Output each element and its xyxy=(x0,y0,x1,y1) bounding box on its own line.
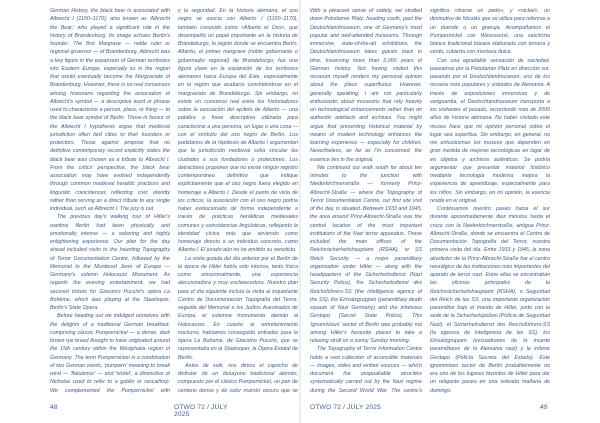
paragraph: Before heading out we indulged ourselves with the delights of a traditional German breakfast, comprising classic Pumpernickel — a dense, dark brown rye bread thought to have originated around the 15th century within the Westphalia region of Germany. The term Pumpernickel is a combination of two German words, 'pumpern' meaning to break wind — 'flatulence' — and 'nickel', a diminutive of Nicholas used to refer to a goblin or rascal/imp. We complemented the Pumpernickel with xyxy=(50,313,170,393)
paragraph: Con una agradable sensación de saciedad, paseamos por la Potsdamer Platz en dirección sur, pasando por el Deutschlandmuseum, uno de los museos más populares y visitados de Alemania. A través de exposiciones inmersivas y de vanguardia, el Deutschlandmuseum transporta a los visitantes al pasado, recorriendo más de 2000 años de historia alemana. No haber visitado este museo hace que mi opinión personal sobre el lugar sea superflua. Sin embargo, en general, no me entusiasman los museos que dependen en gran medida de mejoras tecnológicas en lugar de en objetos y archivos auténticos. Se podría argumentar que presentar material histórico mediante tecnología moderna mejora la experiencia de aprendizaje, especialmente para los niños. Sin embargo, en mi opinión, la esencia reside en el original. xyxy=(430,57,550,204)
paragraph: La visita guiada del día anterior por el Berlín de la época de Hitler había sido intensa, tanto física como emocionalmente, una experiencia aleccionadora y muy esclarecedora. Nuestro plan para el día siguiente incluía la visita al inquietante Centro de Documentación Topografía del Terror, seguida del Memorial a los Judíos Asesinados de Europa, el solemne monumento alemán al Holocausto. En cuanto al entretenimiento nocturno, habíamos conseguido entradas para la ópera La Bohème, de Giacomo Puccini, que se representaba en la Staatsoper, la Ópera Estatal de Berlín. xyxy=(178,255,298,361)
paragraph: German History, the black bear is associated with Albrecht I (1100–1170), also known as 'Albrecht the Bear,' who played a significant role in the history of Brandenburg. Its image echoes Berlin's founder. The first Margrave — noble ruler or regional governor — of Brandenburg, Albrecht was a key figure in the expansion of German territories into Eastern Europe, especially so in the region that would eventually become the Margraviate of Brandenburg. However, there is no real consensus among historians regarding the association of Albrecht's symbol — a descriptive word or phrase used to characterize a person, place, or thing — to the black bear symbol of Berlin. Those in favour of the Albrecht I hypothesis argue that medieval jurisdiction often tied cities to their founders or protectors. Those against propose that no definitive contemporary record explicitly states the black bear was chosen as a tribute to Albrecht I. From the critics' perspective, the black bear association may have evolved independently through common medieval heraldic practices and linguistic coincidences reflecting civic identity rather than serving as a direct tribute to any single individual, such as Albrecht I. The jury is out. xyxy=(50,8,170,212)
left-english-column xyxy=(50,7,170,393)
page-number: 48 xyxy=(50,404,58,411)
right-english-column xyxy=(310,7,422,393)
paragraph: The Topography of Terror Information Centre holds a vast collection of accessible materials — images, video and written sources — which document the unspeakable atrocities systematically carried out by the Nazi regime during the Second World War. The centre's xyxy=(310,346,422,393)
paragraph: The previous day's walking tour of Hitler's wartime Berlin had been physically and emotionally intense — a sobering and highly enlightening experience. Our plan for the day ahead included visits to the haunting Topography of Terror Documentation Centre, followed by the Memorial to the Murdered Jews of Europe — Germany's solemn Holocaust Monument. As regards the evening entertainment, we had secured tickets for Giacomo Puccini's opera La Bohème, which was playing at the Staatsoper, Berlin's State Opera. xyxy=(50,214,170,311)
magazine-issue: OTWO 72 / JULY 2025 xyxy=(310,404,381,411)
right-spanish-column xyxy=(430,7,550,393)
paragraph: Continuamos nuestro paseo hacia el sur durante aproximadamente diez minutos hasta el cruce con la Niederkirchnerstraße, antigua Prinz-Albrecht-Straße, donde se encuentra el Centro de Documentación Topografía del Terror, nuestra primera visita del día. Entre 1933 y 1945, la zona alrededor de la Prinz-Albrecht-Straße fue el centro neurálgico de las instituciones más importantes del aparato de terror nazi. Entre ellas se encontraban las oficinas principales de la Reichssicherheitshauptamt (RSHA), o Seguridad del Reich de las SS, una importante organización paramilitar bajo el mando de Hitler, junto con la sede de la Sicherheitspolizei (Policía de Seguridad Nazi), el Sicherheitsdienst des Reichsführers-SS (la agencia de inteligencia de las SS), los Einsatzgruppen (escuadrones de la muerte paramilitares de la Alemania nazi) y la infame Gestapo (Policía Secreta del Estado). Este ignominioso sector de Berlín probablemente no era uno de los lugares favoritos de Hitler para dar un relajante paseo en una soleada mañana de domingo. xyxy=(430,206,550,393)
paragraph: With a pleasant sense of satiety, we strolled down Potsdamer Platz, heading south, past the Deutschlandmuseum, one of Germany's most popular and well-attended museums. Through immersive, state-of-the-art exhibitions, the Deutschlandmuseum takes guests back in time, traversing more than 2,000 years of German history. Not having visited this museum myself renders my personal opinion about the place superfluous. However, generally speaking, I am not particularly enthusiastic about museums that rely heavily on technological enhancements rather than on authentic artefacts and archives. You might argue that presenting historical material by means of modern technology enhances the learning experience — especially for children. Nevertheless, as far as I'm concerned, the essence lies in the original. xyxy=(310,8,422,163)
magazine-issue: OTWO 72 / JULY 2025 xyxy=(174,404,228,418)
left-spanish-column xyxy=(178,7,298,393)
paragraph: y la seguridad. En la historia alemana, el oso negro se asocia con Alberto I (1100–1170), también conocido como «Alberto el Oso», que desempeñó un papel importante en la historia de Brandeburgo, la región donde se encuentra Berlín. Alberto, el primer margrave (noble gobernante o gobernador regional) de Brandeburgo, fue una figura clave en la expansión de los territorios alemanes hacia Europa del Este, especialmente en la región que acabaría convirtiéndose en el margraviato de Brandeburgo. Sin embargo, no existe un consenso real entre los historiadores sobre la asociación del epíteto de Alberto — una palabra o frase descriptiva utilizada para caracterizar a una persona, un lugar o una cosa — con el símbolo del oso negro de Berlín. Los partidarios de la hipótesis de Alberto I argumentan que la jurisdicción medieval solía vincular las ciudades a sus fundadores o protectores. Los detractores proponen que no existe ningún registro contemporáneo definitivo que indique explícitamente que el oso negro fuera elegido en homenaje a Alberto I. Desde el punto de vista de los críticos, la asociación con el oso negro podría haber evolucionado de forma independiente a través de prácticas heráldicas medievales comunes y coincidencias lingüísticas, reflejando la identidad cívica más que sirviendo como homenaje directo a un individuo concreto, como Alberto I. El jurado aún no ha emitido su veredicto. xyxy=(178,8,298,254)
paragraph: Antes de salir, nos dimos el capricho de disfrutar de un desayuno tradicional alemán, compuesto por el clásico Pumpernickel, un pan de centeno denso y de color marrón oscuro que se xyxy=(178,362,298,393)
paragraph: We continued our walk south for about ten minutes to the junction with Niederkirchnerstraße — formerly Prinz-Albrecht-Straße — where the Topography of Terror Documentation Centre, our first site visit of the day, is situated. Between 1933 and 1945, the area around Prinz-Albrecht-Straße was the central location of the most important institutions of the Nazi terror apparatus. These included the main offices of the Reichssicherheitshauptamt (RSHA), or SS Reich Security — a major paramilitary organisation under Hitler — along with the headquarters of the Sicherheitsdienst (Nazi Security Police), the Sicherheitsdienst des Reichsführers-SS (the intelligence agency of the SS), the Einsatzgruppen (paramilitary death squads of Nazi Germany) and the infamous Gestapo (Secret State Police). This 'ignominious' sector of Berlin was probably not among Hitler's favourite places to take a relaxing stroll on a sunny Sunday morning. xyxy=(310,164,422,344)
page-number: 49 xyxy=(540,404,548,411)
paragraph: significa «tirarse un pedo», y «nickel», un diminutivo de Nicolás que se utiliza para referirse a un duende o un granuja. Acompañamos el Pumpernickel con Weisswurst, una salchicha blanca tradicional bávara elaborada con ternera y cerdo, cubierta con mostaza dulce. xyxy=(430,8,550,56)
